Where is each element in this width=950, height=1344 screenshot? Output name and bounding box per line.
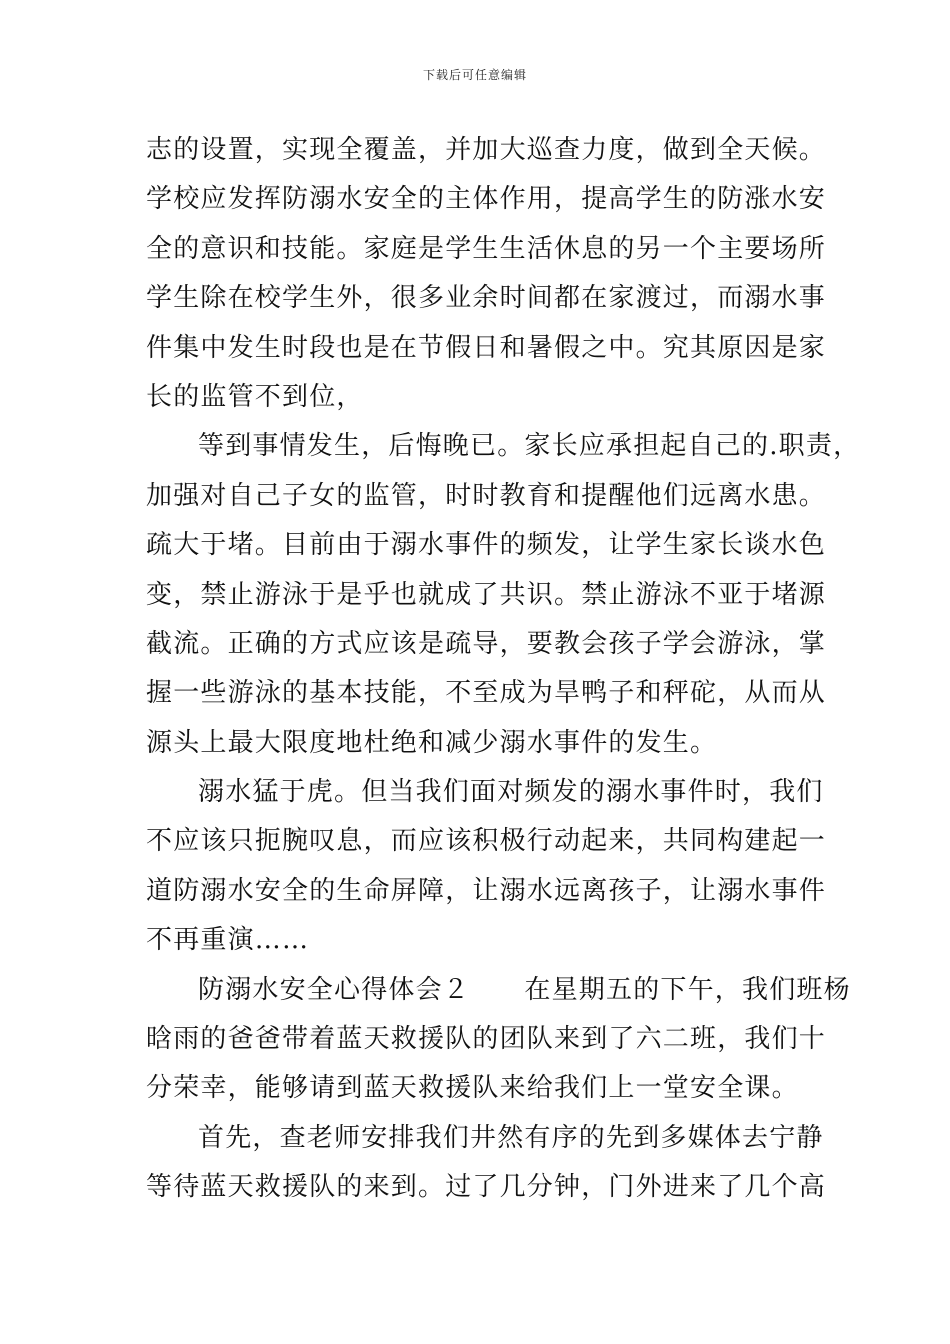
text-line: 源头上最大限度地杜绝和减少溺水事件的发生。 [146,727,718,758]
text-line: 加强对自己子女的监管，时时教育和提醒他们远离水患。 [146,480,827,511]
text-line: 学校应发挥防溺水安全的主体作用，提高学生的防涨水安 [146,184,827,215]
text-line: 长的监管不到位， [146,381,364,412]
paragraph-start-line: 首先，查老师安排我们井然有序的先到多媒体去宁静 [198,1122,824,1153]
paragraph-start-line: 等到事情发生，后悔晚已。家长应承担起自己的.职责， [198,431,861,462]
text-line: 等待蓝天救援队的来到。过了几分钟，门外进来了几个高 [146,1172,827,1203]
text-line: 志的设置，实现全覆盖，并加大巡查力度，做到全天候。 [146,135,827,165]
text-line: 变，禁止游泳于是乎也就成了共识。禁止游泳不亚于堵源 [146,579,827,610]
text-line: 学生除在校学生外，很多业余时间都在家渡过，而溺水事 [146,283,827,314]
text-line: 道防溺水安全的生命屏障，让溺水远离孩子，让溺水事件 [146,875,827,906]
text-line: 件集中发生时段也是在节假日和暑假之中。究其原因是家 [146,332,827,363]
section-heading-line: 防溺水安全心得体会２ 在星期五的下午，我们班杨 [198,974,851,1005]
text-line: 截流。正确的方式应该是疏导，要教会孩子学会游泳，掌 [146,628,827,659]
text-line: 不应该只扼腕叹息，而应该积极行动起来，共同构建起一 [146,826,827,857]
text-line: 晗雨的爸爸带着蓝天救援队的团队来到了六二班，我们十 [146,1024,827,1055]
text-line: 握一些游泳的基本技能，不至成为旱鸭子和秤砣，从而从 [146,678,827,709]
document-body [146,126,861,1213]
text-line: 分荣幸，能够请到蓝天救援队来给我们上一堂安全课。 [146,1073,799,1104]
paragraph-start-line: 溺水猛于虎。但当我们面对频发的溺水事件时，我们 [198,777,824,808]
page-header: 下载后可任意编辑 [422,68,527,82]
text-line: 疏大于堵。目前由于溺水事件的频发，让学生家长谈水色 [146,530,827,561]
text-line: 不再重演…… [146,925,310,956]
text-line: 全的意识和技能。家庭是学生生活休息的另一个主要场所 [146,233,827,264]
